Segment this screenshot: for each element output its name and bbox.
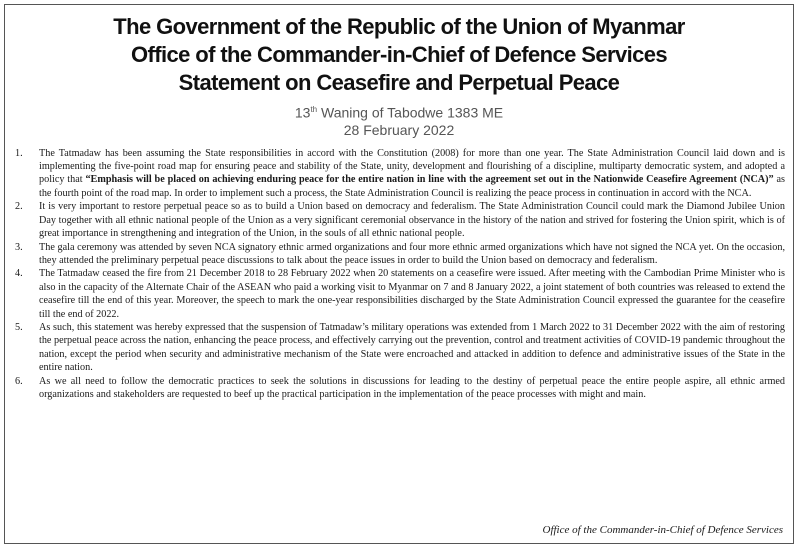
paragraph-number: 1.	[15, 147, 23, 159]
paragraph-number: 6.	[15, 375, 23, 387]
paragraph-number: 2.	[15, 201, 23, 213]
myanmar-date	[5, 101, 793, 122]
statement-title: Statement on Ceasefire and Perpetual Peace	[178, 70, 620, 95]
myanmar-date-day: 13	[294, 104, 311, 121]
paragraph-number: 3.	[15, 241, 23, 253]
statement-document	[4, 4, 794, 544]
paragraph-4	[15, 267, 785, 321]
paragraph-5	[15, 321, 785, 375]
paragraph-text-end: as the fourth point of the road map. In order to implement such a process, the State Administration Council is realizing the peace process in continuation in accord with the NCA.	[39, 174, 785, 199]
paragraph-6	[15, 375, 785, 402]
paragraph-2	[15, 200, 785, 240]
paragraph-text	[39, 147, 785, 201]
paragraph-text: As such, this statement was hereby expressed that the suspension of Tatmadaw’s military operations was extended from 1 March 2022 to 31 December 2022 with the aim of restoring the perpetual peace across the nation, enhancing the peace process, and effectively carrying out the prevention, control and treatment activities of COVID-19 pandemic throughout the nation, except the period when security and administrative mechanism of the State were encroached and attacked in addition to defence and administrative issues of the State in the entire nation.	[39, 321, 785, 374]
paragraph-number: 4.	[15, 268, 23, 280]
document-header	[5, 13, 793, 139]
office-title: Office of the Commander-in-Chief of Defence Services	[130, 42, 668, 67]
paragraph-text: The Tatmadaw ceased the fire from 21 December 2018 to 28 February 2022 when 20 statements on a ceasefire were issued. After meeting with the Cambodian Prime Minister who is also in the capacity of the Alternate Chair of the ASEAN who paid a working visit to Myanmar on 7 and 8 January 2022, a joint statement of both countries was released to extend the ceasefire till the end of this year. Moreover, the speech to mark the one-year responsibilities discharged by the State Administration Council expressed the guarantee for the ceasefire till the end of 2022.	[39, 268, 785, 320]
paragraph-text: It is very important to restore perpetual peace so as to build a Union based on democracy and federalism. The State Administration Council could mark the Diamond Jubilee Union Day together with all ethnic national people of the Union as a very significant ceremonial observance in the history of the nation and strived for fostering the Union spirit, which is of great importance in strengthening and integration of the Union, in the souls of all ethnic national people.	[39, 201, 785, 240]
paragraph-3	[15, 241, 785, 268]
paragraph-text: The gala ceremony was attended by seven NCA signatory ethnic armed organizations and four more ethnic armed organizations which have not signed the NCA yet. On the occasion, they attended the preliminary perpetual peace discussions to talk about the peace issues in order to build the Union based on democracy and federalism.	[39, 241, 785, 266]
myanmar-date-rest: Waning of Tabodwe 1383 ME	[321, 104, 504, 121]
policy-quote: “Emphasis will be placed on achieving enduring peace for the entire nation in line with the agreement set out in the Nationwide Ceasefire Agreement (NCA)”	[85, 174, 774, 186]
paragraph-text-start: The Tatmadaw has been assuming the State responsibilities in accord with the Constitution (2008) for more than one year. The State Administration Council laid down and is implementing the five-point road map for ensuring peace and stability of the State, unity, development and flourishing of a discipline, multiparty democratic system, and adopted a policy that	[39, 147, 785, 186]
statement-paragraphs	[5, 147, 793, 402]
myanmar-date-suffix: th	[310, 105, 318, 114]
signature-line: Office of the Commander-in-Chief of Defence Services	[542, 524, 783, 536]
government-title: The Government of the Republic of the Union of Myanmar	[113, 14, 685, 39]
gregorian-date: 28 February 2022	[343, 121, 455, 138]
paragraph-1	[15, 147, 785, 201]
paragraph-number: 5.	[15, 321, 23, 333]
date-block	[5, 101, 793, 139]
paragraph-text: As we all need to follow the democratic practices to seek the solutions in discussions for leading to the destiny of perpetual peace the entire people aspire, all ethnic armed organizations and stakeholders are requested to beef up the practical participation in the implementation of the peace processes with might and main.	[39, 375, 785, 400]
